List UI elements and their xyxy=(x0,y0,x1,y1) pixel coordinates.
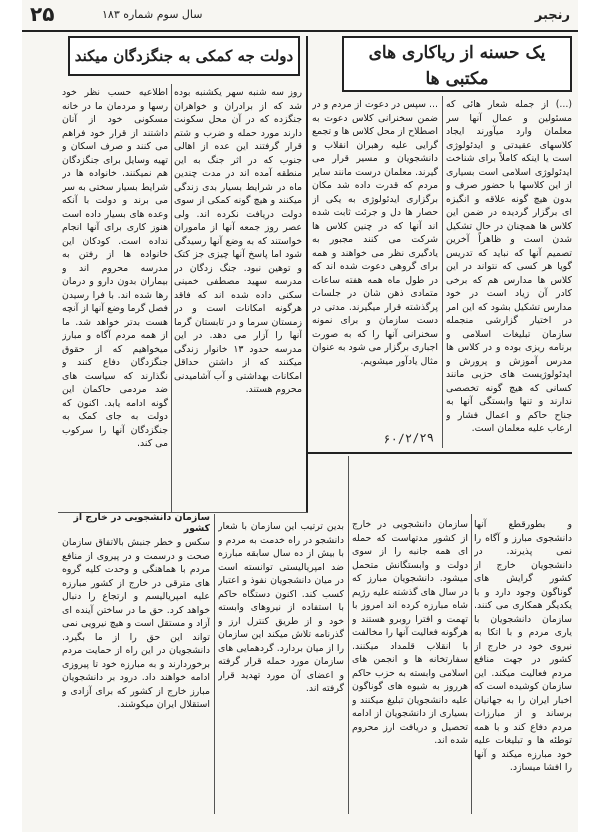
article-title-hypocrisy xyxy=(342,36,572,92)
column-divider xyxy=(214,514,215,814)
handwritten-date: ۶۰/۲/۲۹ xyxy=(383,430,435,447)
column-divider xyxy=(171,84,172,512)
column-divider xyxy=(348,456,349,814)
column-text: روز سه شنبه سهر یکشنبه بوده شد که از برادران و خواهران جنگزده که در آن محل سکونت دارند مورد حمله و ضرب و شتم قرار گرفتند این عده از اهالی جنوب که در اثر جنگ به این منطقه آمده اند در مدت چندین ماه در شرایط بسیار بدی زندگی میکنند و هیچ گونه کمکی از سوی دولت دریافت نکرده اند. ولی عصر روز جمعه آنها از ماموران خواستند که به وضع آنها رسیدگی شود اما پاسخ آنها چیزی جز کتک و توهین نبود. جنگ زدگان در مدرسه سهید مصطفی خمینی سکنی داده شده اند که فاقد هرگونه امکانات است و در زمستان سرما و در تابستان گرما آنها را آزار می دهد. در این مدرسه حدود ۱۳ خانوار زندگی میکنند که از داشتن حداقل امکانات بهداشتی و آب آشامیدنی محروم هستند. xyxy=(174,87,302,395)
column-text: اطلاعیه حسب نظر خود رسها و مردمان ما در خانه مسکونی خود از آنان داشتند از قرار خود فراهم می کنند و صرف اسکان و تهیه وسایل برای جنگزدگان هم نمیکنند. خانواده ها در شرایط بسیار سختی به سر می برند و دولت با آنکه وعده های بسیار داده است هنوز کاری برای آنها انجام نداده است. کودکان این خانواده ها از رفتن به مدرسه محروم اند و بیماران بدون دارو و درمان رها شده اند. با فرا رسیدن فصل گرما وضع آنها از آنچه هست بدتر خواهد شد. ما از همه مردم آگاه و مبارز میخواهیم که از حقوق جنگزدگان دفاع کنند و نگذارند که سیاست های ضد مردمی حاکمان این گونه ادامه یابد. اکنون که دولت به جای کمک به جنگزدگان آنها را سرکوب می کند. xyxy=(62,87,168,449)
section-divider xyxy=(308,452,572,454)
column-divider xyxy=(471,514,472,814)
column-text: ... سپس در دعوت از مردم و در ضمن سخنرانی کلاس دعوت به اصطلاح از محل کلاس ها و تجمع گرایی علیه رهبران انقلاب و دانشجویان و مسیر قرار می گیرند. معلمان درست مانند سایر مردم که قدرت داده شد مکان برگزاری ایدئولوژی به یکی از حصار ها دل و جرئت ثابت شده اند آنها که در چنین کلاس ها شرکت می کنند مجبور به یادگیری نظر می خواهند و همه برای گروهی دعوت شده اند که در طول ماه همه هفته ساعات متمادی ذهن شان در جلسات پرگذشته قرار میگیرند. مدتی در دست سازمان و برای نمونه سخنرانی آنها را که به صورت اجباری برگزار می شود به عنوان مثال یادآور میشویم. xyxy=(312,99,438,367)
newspaper-page xyxy=(22,0,578,832)
article-column xyxy=(174,86,302,510)
column-text: (...) از جمله شعار هائی که مسئولین و عمال آنها سر معلمان وارد میآورند ایجاد کلاسهای عقیدتی و ایدئولوژی است یا اینکه کاملاً برای شناخت ایدئولوژی اسلامی است بسیاری از این کلاسها با حضور صرف و بدون هیچ گونه علاقه و انگیزه ای برگزار گردیده در ضمن این کلاس ها همچنان در حال تشکیل شدن است و ظاهراً آخرین تصمیم آنها که نباید که تدریس گویا هر کسی که نتواند در این کلاس ها مدارس هم که برخی کادر آن زیاد است در خود مدارس تشکیل بشود که این امر در اختیار گزارشی منجمله سازمان تبلیغات اسلامی و برنامه ریزی بوده و در کلاس ها مدرس آموزش و پرورش و ایدئولوژیست های حزبی مانند کسانی که هیچ گونه تخصصی ندارند و تنها وابستگی آنها به جناح حاکم و اعمال فشار و ارعاب علیه معلمان است. xyxy=(446,99,572,434)
article-title-war-victims: دولت جه کمکی به جنگزدگان میکند xyxy=(68,36,300,76)
article-column xyxy=(62,536,210,796)
article-column xyxy=(62,86,168,510)
column-text: بدین ترتیب این سازمان با شعار دانشجو در راه خدمت به مردم و با بیش از ده سال سابقه مبارزه ضد امپریالیستی توانسته است در میان دانشجویان نفوذ و اعتبار کسب کند. اکنون دستگاه حاکم با استفاده از نیروهای وابسته خود و از طریق کنترل ارز و گذرنامه تلاش میکند این سازمان را از میان بردارد. گردهمایی های سازمان مورد حمله قرار گرفته و اعضای آن مورد تهدید قرار گرفته اند. xyxy=(218,521,344,694)
column-text: و بطورقطع آنها دانشجوی مبارز و آگاه را نمی پذیرند. در دانشجویان خارج از کشور گرایش های گوناگون وجود دارد و با یکدیگر همکاری می کنند. سازمان دانشجویان با یاری مردم و با اتکا به نیروی خود در خارج از کشور در جهت منافع مردم فعالیت میکند. این سازمان کوشیده است که اخبار ایران را به جهانیان برساند و از مبارزات مردم دفاع کند و با همه توطئه ها و تبلیغات علیه خود مبارزه میکند و آنها را افشا میسازد. xyxy=(474,519,572,773)
article-column xyxy=(218,520,344,808)
article-column xyxy=(352,518,468,814)
article-column xyxy=(446,98,572,448)
column-text: سکس و خطر جنبش بالاتفاق سازمان صحت و درسمت و در پیروی از منافع مردم با هماهنگی و وحدت کلیه گروه های مترقی در خارج از کشور مبارزه علیه امپریالیسم و ارتجاع را دنبال خواهد کرد. حق ما در ساختن آینده ای آزاد و مستقل است و هیچ نیرویی نمی تواند این حق را از ما بگیرد. دانشجویان در این راه از حمایت مردم برخوردارند و به مبارزه خود تا پیروزی ادامه خواهند داد. درود بر دانشجویان مبارز خارج از کشور که برای آزادی و استقلال ایران میکوشند. xyxy=(62,537,210,710)
article-column xyxy=(312,98,438,444)
page-number: ۲۵ xyxy=(30,2,55,26)
article-title-hypocrisy-text: یک حسنه از ریاکاری های مکتبی ها xyxy=(368,43,546,89)
article-subhead: سازمان دانشجویی در خارج از کشور xyxy=(73,512,210,534)
page-header xyxy=(22,0,578,32)
column-divider xyxy=(306,36,308,512)
magazine-name: رنجبر xyxy=(534,8,570,23)
column-divider xyxy=(442,96,443,448)
article-column xyxy=(474,518,572,814)
column-text: سازمان دانشجویی در خارج از کشور مدتهاست که حمله ای همه جانبه را از سوی دولت و وابستگانش متحمل میشود. دانشجویان مبارز که در سال های گذشته علیه رژیم شاه مبارزه کرده اند امروز با تهمت و افترا روبرو هستند و هرگونه فعالیت آنها را مخالفت با انقلاب قلمداد میکنند. سفارتخانه ها و انجمن های اسلامی وابسته به حزب حاکم هرروز به شیوه های گوناگون علیه دانشجویان تبلیغ میکنند و بسیاری از دانشجویان از ادامه تحصیل و دریافت ارز محروم شده اند. xyxy=(352,519,468,746)
issue-info: سال سوم شماره ۱۸۳ xyxy=(102,8,203,21)
